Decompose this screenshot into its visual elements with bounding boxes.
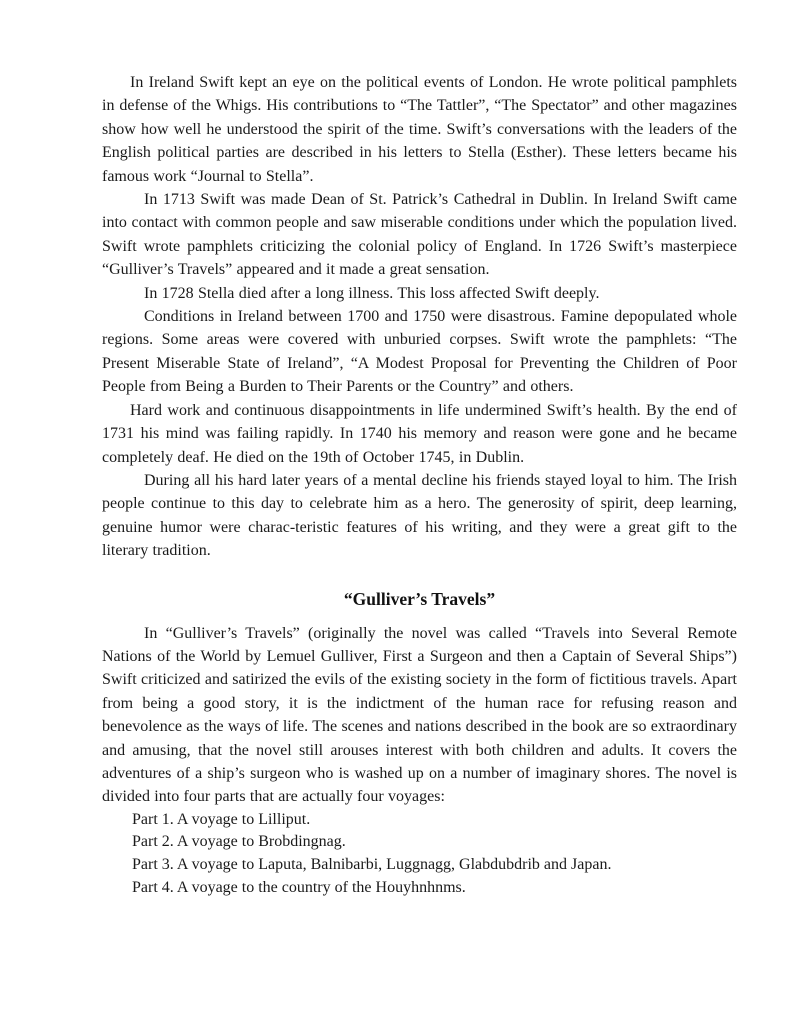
paragraph-swift-in-ireland: In Ireland Swift kept an eye on the political events of London. He wrote political pamphlets in defense of the Whigs. His contributions to “The Tattler”, “The Spectator” and other magazines show how well he understood the spirit of the time. Swift’s conversations with the leaders of the English political parties are described in his letters to Stella (Esther). These letters became his famous work “Journal to Stella”.	[102, 74, 737, 185]
paragraph-stella-death: In 1728 Stella died after a long illness. This loss affected Swift deeply.	[144, 284, 600, 302]
list-item-part-4: Part 4. A voyage to the country of the Houyhnhnms.	[132, 878, 466, 896]
list-item-part-2: Part 2. A voyage to Brobdingnag.	[132, 833, 346, 851]
voyages-list	[102, 809, 737, 899]
list-item-part-3: Part 3. A voyage to Laputa, Balnibarbi, Luggnagg, Glabdubdrib and Japan.	[132, 855, 612, 873]
paragraph-ireland-conditions: Conditions in Ireland between 1700 and 1750 were disastrous. Famine depopulated whole regions. Some areas were covered with unburied corpses. Swift wrote the pamphlets: “The Present Miserable State of Ireland”, “A Modest Proposal for Preventing the Children of Poor People from Being a Burden to Their Parents or the Country” and others.	[102, 308, 737, 396]
paragraph-health-decline: Hard work and continuous disappointments in life undermined Swift’s health. By the end of 1731 his mind was failing rapidly. In 1740 his memory and reason were gone and he became completely deaf. He died on the 19th of October 1745, in Dublin.	[102, 401, 737, 466]
paragraph-legacy: During all his hard later years of a mental decline his friends stayed loyal to him. The Irish people continue to this day to celebrate him as a hero. The generosity of spirit, deep learning, genuine humor were charac-teristic features of his writing, and they were a great gift to the literary tradition.	[102, 471, 737, 560]
paragraph-novel-overview: In “Gulliver’s Travels” (originally the novel was called “Travels into Several Remote Nations of the World by Lemuel Gulliver, First a Surgeon and then a Captain of Several Ships”) Swift criticized and satirized the evils of the existing society in the form of fictitious travels. Apart from being a good story, it is the indictment of the human race for refusing reason and benevolence as the ways of life. The scenes and nations described in the book are so extraordinary and amusing, that the novel still arouses interest with both children and adults. It covers the adventures of a ship’s surgeon who is washed up on a number of imaginary shores. The novel is divided into four parts that are actually four voyages:	[102, 624, 737, 806]
list-item-part-1: Part 1. A voyage to Lilliput.	[132, 810, 311, 828]
paragraph-dean-1713: In 1713 Swift was made Dean of St. Patrick’s Cathedral in Dublin. In Ireland Swift came into contact with common people and saw miserable conditions under which the population lived. Swift wrote pamphlets criticizing the colonial policy of England. In 1726 Swift’s masterpiece “Gulliver’s Travels” appeared and it made a great sensation.	[102, 191, 737, 279]
section-heading-gullivers-travels: “Gulliver’s Travels”	[343, 588, 496, 609]
